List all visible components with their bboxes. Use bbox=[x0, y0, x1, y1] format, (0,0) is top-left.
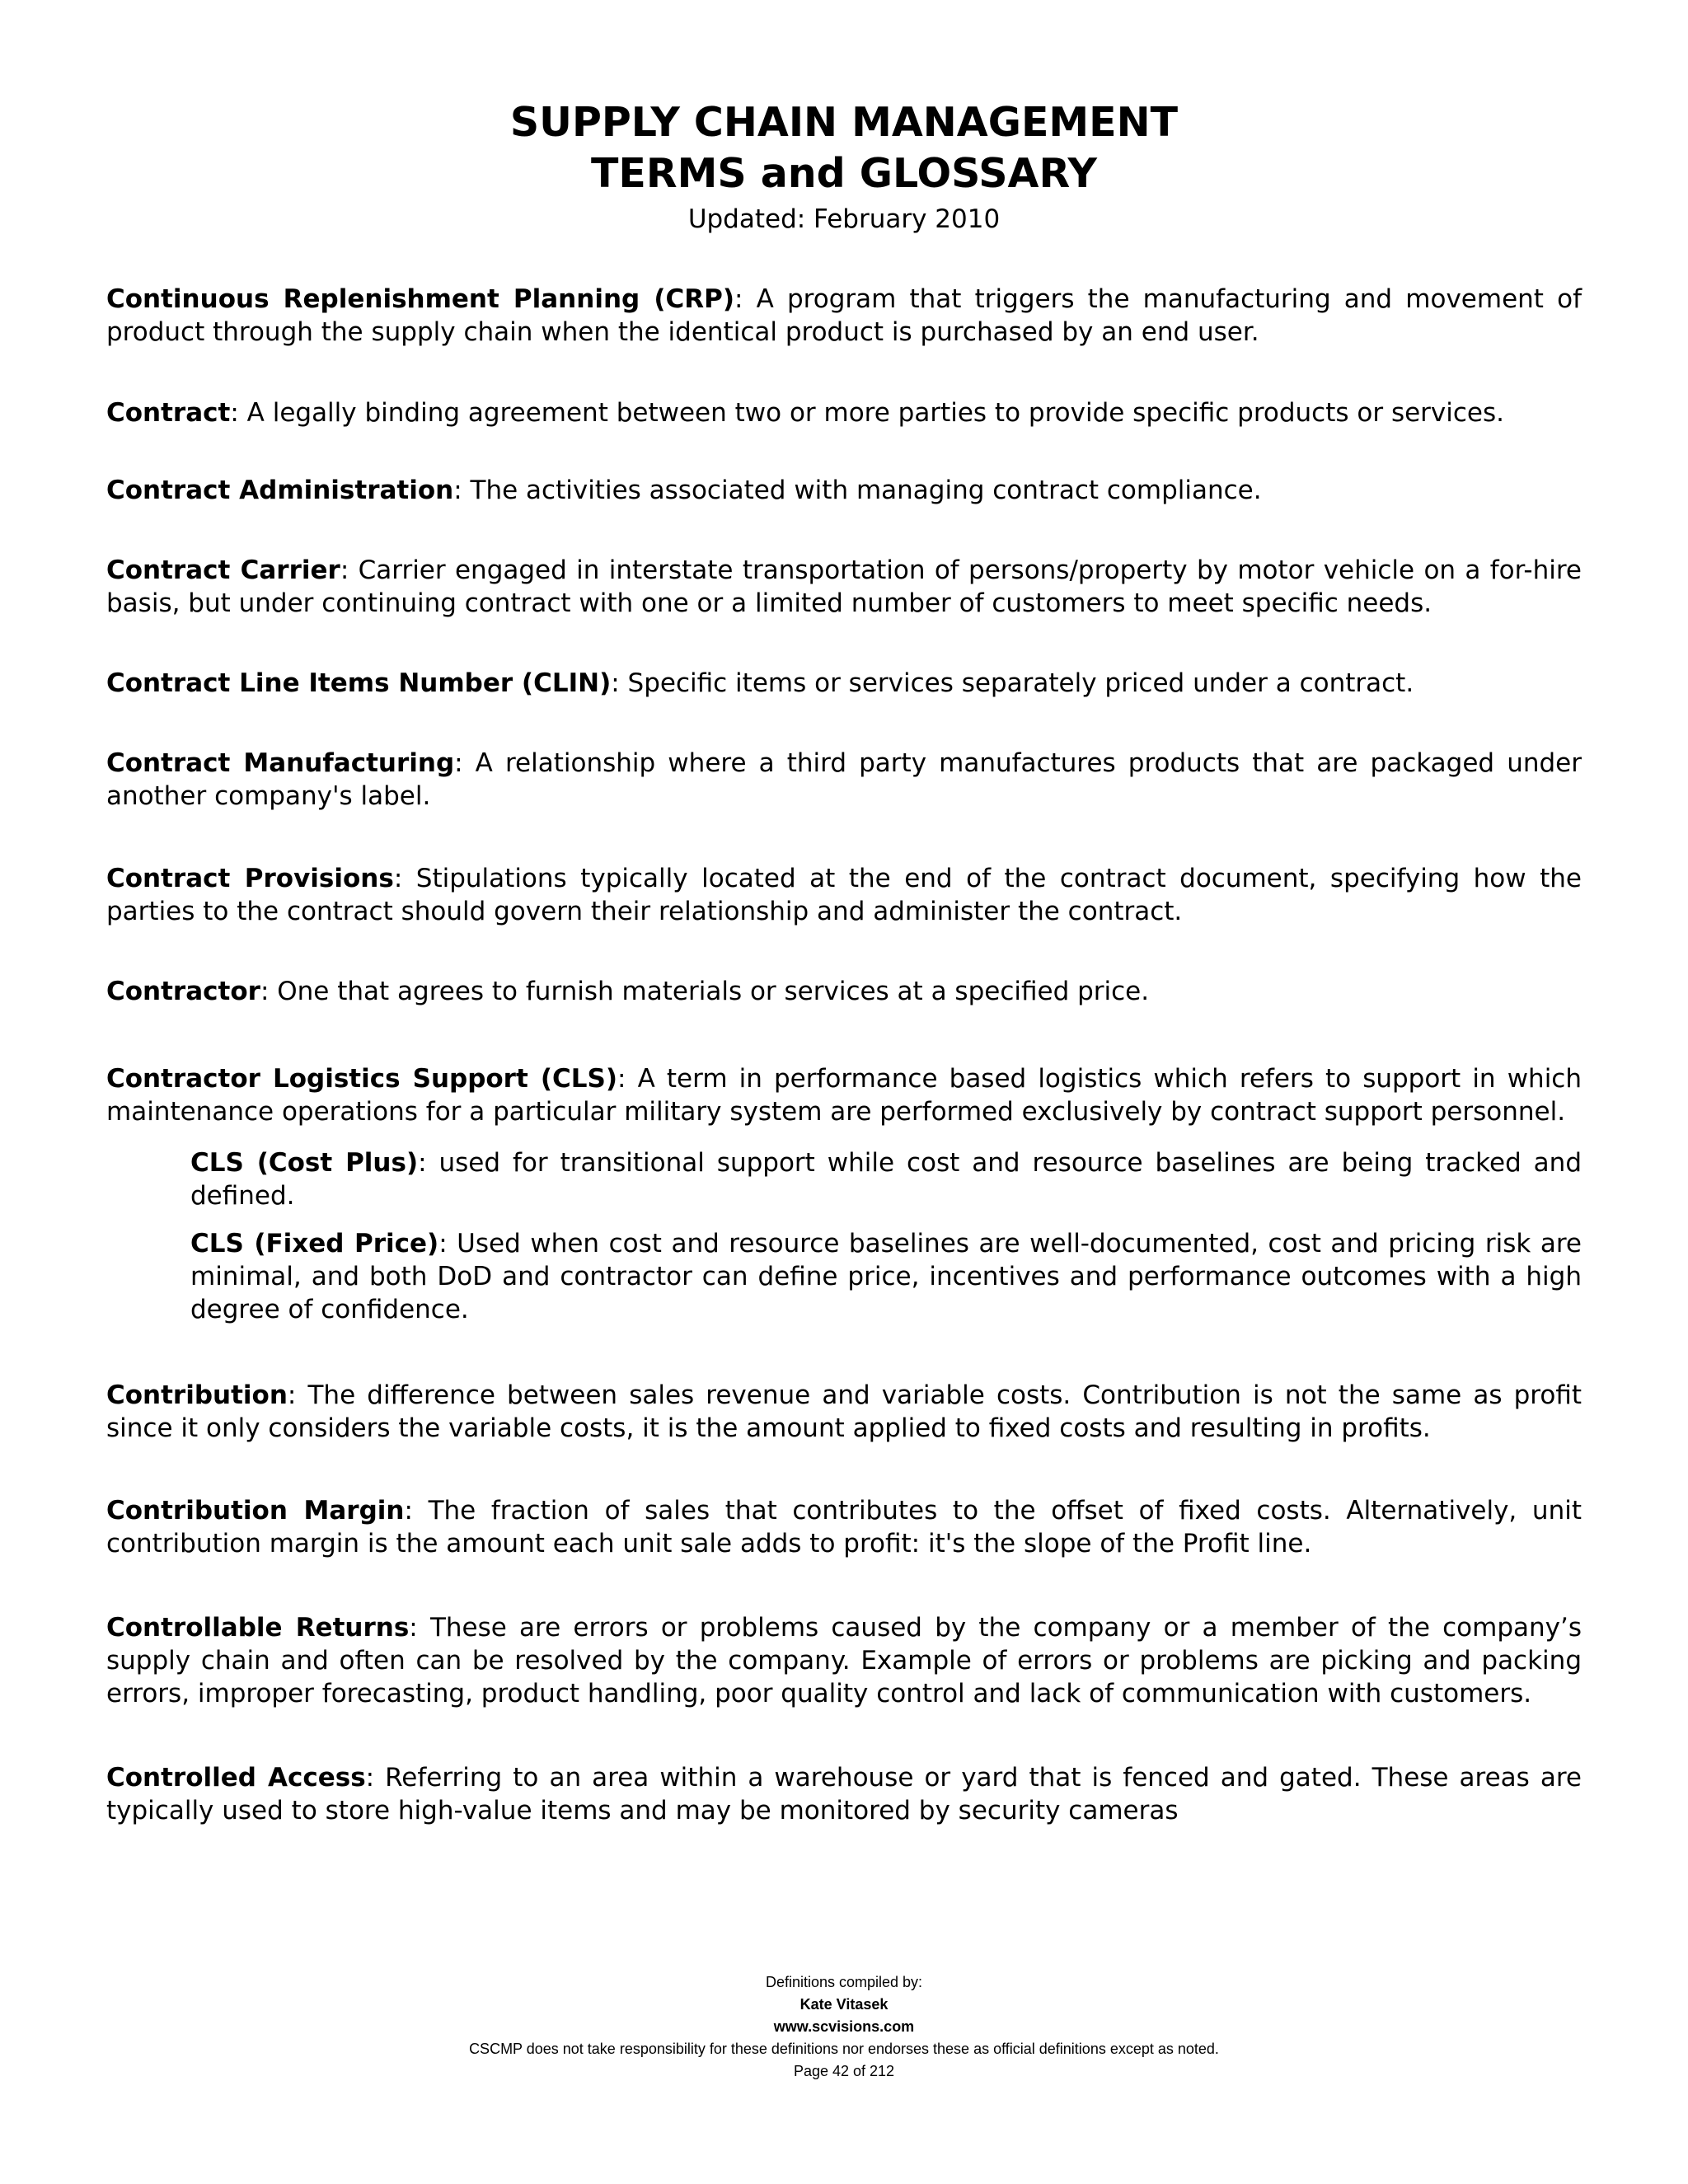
glossary-subdefinition: : Used when cost and resource baselines are well-documented, cost and pricing risk are minimal, and both DoD and contractor can define price, incentives and performance outcomes with a high degree of confidence. bbox=[190, 1229, 1582, 1324]
footer-website: www.scvisions.com bbox=[773, 2018, 915, 2035]
footer-compiled-by: Definitions compiled by: bbox=[765, 1974, 923, 1990]
glossary-term: Contract Line Items Number (CLIN) bbox=[106, 668, 612, 698]
document-header bbox=[0, 97, 1688, 237]
glossary-definition: : A term in performance based logistics which refers to support in which maintenance operations for a particular military system are performed exclusively by contract support personnel. bbox=[106, 1064, 1582, 1127]
glossary-entry-controlled-access bbox=[106, 1761, 1582, 1827]
footer-disclaimer: CSCMP does not take responsibility for these definitions nor endorses these as official definitions except as noted. bbox=[469, 2041, 1219, 2057]
glossary-entry-contract-provisions bbox=[106, 862, 1582, 928]
glossary-entry-clin bbox=[106, 667, 1582, 700]
footer-page-number: Page 42 of 212 bbox=[793, 2063, 895, 2079]
glossary-term: Controllable Returns bbox=[106, 1613, 410, 1643]
glossary-term: Contribution bbox=[106, 1380, 288, 1410]
glossary-definition: : A program that triggers the manufacturing and movement of product through the supply chain when the identical product is purchased by an end user. bbox=[106, 284, 1582, 347]
glossary-entry-controllable-returns bbox=[106, 1611, 1582, 1710]
glossary-term: Contract Manufacturing bbox=[106, 748, 455, 778]
glossary-term: Contract bbox=[106, 398, 231, 428]
document-title-line-1: SUPPLY CHAIN MANAGEMENT bbox=[509, 99, 1179, 146]
glossary-entry-contract-manufacturing bbox=[106, 747, 1582, 813]
glossary-definition: : The activities associated with managing contract compliance. bbox=[453, 476, 1262, 505]
glossary-term: Contract Administration bbox=[106, 476, 454, 505]
glossary-entry-contribution-margin bbox=[106, 1494, 1582, 1560]
glossary-definition: : Carrier engaged in interstate transportation of persons/property by motor vehicle on a for-hire basis, but under continuing contract with one or a limited number of customers to meet specific needs. bbox=[106, 555, 1582, 618]
glossary-entries bbox=[106, 283, 1582, 1827]
glossary-entry-contribution bbox=[106, 1379, 1582, 1445]
glossary-subterm: CLS (Fixed Price) bbox=[190, 1229, 439, 1258]
glossary-entry-contractor bbox=[106, 975, 1582, 1008]
glossary-term: Contract Carrier bbox=[106, 555, 340, 585]
glossary-entry-cls bbox=[106, 1062, 1582, 1128]
glossary-entry-contract-carrier bbox=[106, 554, 1582, 620]
glossary-entry-contract bbox=[106, 396, 1582, 429]
updated-date: Updated: February 2010 bbox=[687, 204, 1001, 234]
glossary-definition: : Referring to an area within a warehouse or yard that is fenced and gated. These areas are typically used to store high-value items and may be monitored by security cameras bbox=[106, 1763, 1582, 1825]
glossary-definition: : A legally binding agreement between two or more parties to provide specific products or services. bbox=[230, 398, 1504, 428]
document-title-line-2: TERMS and GLOSSARY bbox=[590, 150, 1097, 197]
glossary-subdefinition: : used for transitional support while cost and resource baselines are being tracked and defined. bbox=[190, 1148, 1582, 1211]
glossary-subterm: CLS (Cost Plus) bbox=[190, 1148, 419, 1178]
glossary-term: Controlled Access bbox=[106, 1763, 366, 1793]
glossary-definition: : The fraction of sales that contributes to the offset of fixed costs. Alternatively, unit contribution margin is the amount each unit sale adds to profit: it's the slope of the Profit line. bbox=[106, 1496, 1582, 1558]
glossary-subentry-cls-cost-plus bbox=[190, 1146, 1582, 1212]
glossary-definition: : A relationship where a third party manufactures products that are packaged under another company's label. bbox=[106, 748, 1582, 811]
glossary-entry-crp bbox=[106, 283, 1582, 349]
glossary-definition: : These are errors or problems caused by the company or a member of the company’s supply chain and often can be resolved by the company. Example of errors or problems are picking and packing errors, improper forecasting, product handling, poor quality control and lack of communication with customers. bbox=[106, 1613, 1582, 1708]
glossary-subentry-cls-fixed-price bbox=[190, 1227, 1582, 1326]
glossary-definition: : The difference between sales revenue and variable costs. Contribution is not the same as profit since it only considers the variable costs, it is the amount applied to fixed costs and resulting in profits. bbox=[106, 1380, 1582, 1443]
glossary-definition: : One that agrees to furnish materials or services at a specified price. bbox=[260, 977, 1150, 1006]
footer-author: Kate Vitasek bbox=[799, 1996, 889, 2013]
glossary-entry-contract-administration bbox=[106, 474, 1582, 507]
glossary-definition: : Specific items or services separately priced under a contract. bbox=[611, 668, 1414, 698]
glossary-term: Contractor bbox=[106, 977, 260, 1006]
glossary-definition: : Stipulations typically located at the end of the contract document, specifying how the parties to the contract should govern their relationship and administer the contract. bbox=[106, 864, 1582, 926]
glossary-term: Contract Provisions bbox=[106, 864, 394, 893]
page-footer bbox=[0, 1971, 1688, 2083]
glossary-term: Contractor Logistics Support (CLS) bbox=[106, 1064, 618, 1094]
glossary-term: Continuous Replenishment Planning (CRP) bbox=[106, 284, 734, 314]
glossary-term: Contribution Margin bbox=[106, 1496, 405, 1526]
